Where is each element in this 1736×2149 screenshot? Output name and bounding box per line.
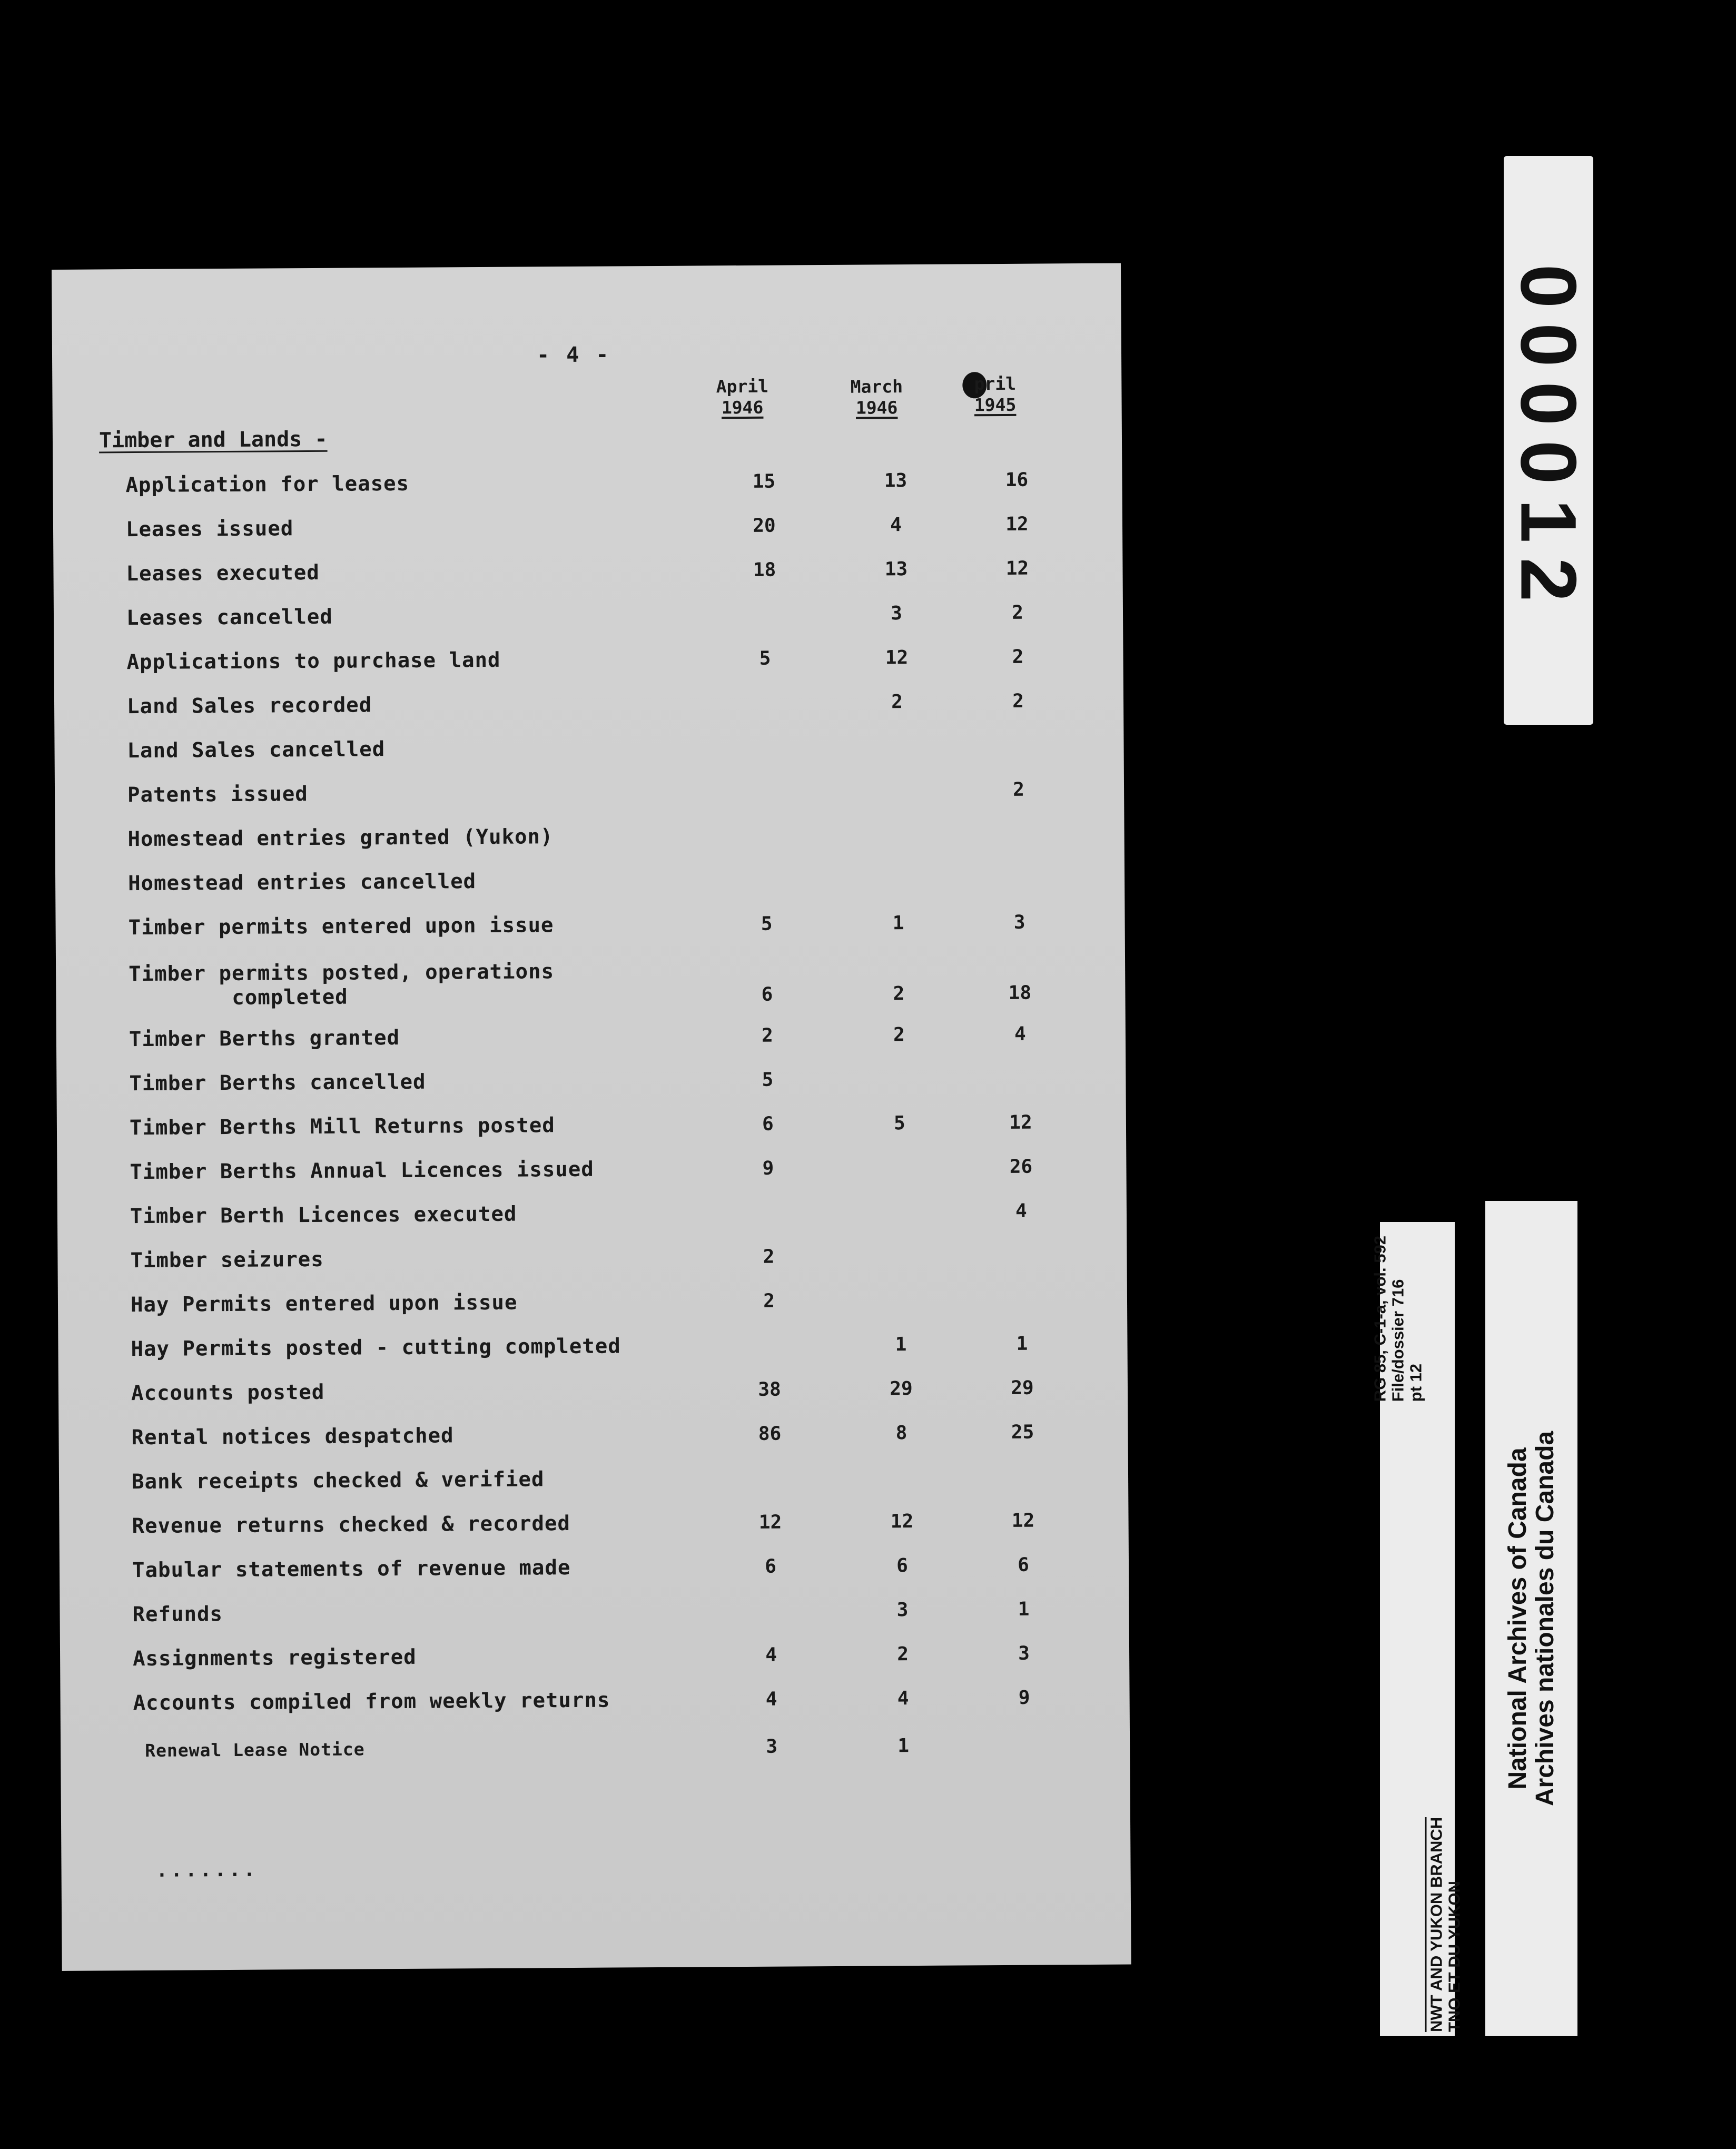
row-value: 26: [1009, 1156, 1033, 1178]
column-header-march-1946: [832, 376, 921, 419]
row-value: 9: [762, 1157, 774, 1179]
row-label: Hay Permits entered upon issue: [130, 1290, 518, 1317]
row-label: Patents issued: [127, 782, 308, 807]
table-row: [56, 910, 1125, 948]
row-value: 4: [890, 514, 902, 536]
table-row: [56, 1022, 1126, 1060]
table-row: [53, 556, 1122, 594]
table-row: [55, 822, 1124, 860]
archives-name-en: National Archives of Canada: [1503, 1447, 1532, 1790]
table-row: [60, 1685, 1129, 1723]
column-year: 1946: [855, 397, 898, 418]
row-value: 6: [762, 1113, 774, 1135]
table-row: [55, 866, 1125, 904]
row-value: 12: [1011, 1510, 1035, 1532]
row-value: [733, 602, 796, 603]
row-value: [737, 1200, 800, 1201]
row-value: 12: [1005, 557, 1029, 579]
row-label: Accounts posted: [131, 1380, 325, 1406]
row-label: Renewal Lease Notice: [145, 1739, 365, 1761]
column-header-april-1946: [697, 376, 787, 418]
row-label: Leases cancelled: [126, 605, 333, 630]
row-value: 2: [763, 1246, 775, 1268]
row-value: 8: [895, 1422, 908, 1444]
row-value: [870, 1465, 933, 1466]
table-row: [56, 957, 1125, 1011]
row-label: Bank receipts checked & verified: [131, 1467, 545, 1494]
row-value: 5: [893, 1112, 905, 1135]
row-label: Homestead entries cancelled: [127, 870, 477, 896]
row-label: Homestead entries granted (Yukon): [127, 825, 554, 852]
row-label: Land Sales cancelled: [127, 737, 386, 763]
section-title: Timber and Lands -: [98, 427, 328, 453]
row-value: [989, 1066, 1052, 1067]
table-row: [55, 777, 1124, 815]
row-value: 1: [895, 1334, 907, 1356]
branch-name: NWT AND YUKON BRANCH: [1425, 1817, 1446, 2032]
row-value: 5: [761, 913, 773, 935]
row-label: Assignments registered: [132, 1645, 417, 1671]
column-month: March: [850, 376, 903, 397]
row-value: [737, 1333, 801, 1334]
table-row: [61, 1733, 1130, 1771]
table-row: [53, 512, 1122, 550]
frame-number-strip: [1504, 156, 1593, 725]
column-header-april-1945: [950, 373, 1040, 416]
archival-reference-label: [1370, 1222, 1464, 2036]
frame-number: 000012: [1504, 264, 1593, 617]
column-year: 1946: [721, 397, 764, 418]
row-value: 20: [753, 515, 776, 537]
row-value: 2: [1012, 690, 1024, 712]
column-month: April: [716, 376, 769, 397]
reference-line: pt 12: [1406, 1363, 1425, 1402]
row-value: 2: [1013, 778, 1025, 801]
page-number: - 4 -: [536, 342, 611, 368]
row-value: 4: [1014, 1023, 1026, 1045]
row-value: [866, 778, 929, 779]
row-value: 4: [897, 1688, 909, 1710]
table-row: [57, 1199, 1127, 1237]
row-value: 3: [766, 1736, 778, 1758]
row-label: Timber Berths Mill Returns posted: [129, 1113, 555, 1140]
row-value: 2: [891, 691, 903, 713]
table-row: [60, 1641, 1129, 1679]
row-value: [987, 733, 1050, 734]
continuation-dots: .......: [156, 1859, 259, 1881]
row-value: 2: [1012, 646, 1024, 668]
table-row: [57, 1110, 1126, 1148]
row-label: Revenue returns checked & recorded: [132, 1512, 571, 1539]
column-month: pril: [974, 373, 1017, 395]
row-value: 18: [1008, 982, 1032, 1004]
row-value: 3: [1018, 1642, 1030, 1664]
row-value: 6: [765, 1555, 777, 1578]
row-label: Timber Berths Annual Licences issued: [130, 1157, 594, 1185]
row-value: 12: [1009, 1111, 1032, 1133]
row-value: 12: [758, 1511, 782, 1533]
row-value: 12: [885, 647, 909, 669]
table-row: [56, 1066, 1126, 1104]
row-value: 4: [1015, 1200, 1027, 1222]
row-value: [990, 1243, 1053, 1244]
row-value: [869, 1288, 932, 1289]
archives-label: [1485, 1201, 1577, 2036]
row-value: [990, 1287, 1053, 1288]
table-row: [60, 1597, 1129, 1635]
row-value: [865, 734, 929, 735]
row-value: 4: [765, 1644, 777, 1666]
row-label: Timber Berths granted: [129, 1026, 400, 1052]
row-label: Timber permits entered upon issue: [128, 913, 554, 940]
row-value: 6: [1018, 1554, 1030, 1576]
row-label: Hay Permits posted - cutting completed: [131, 1334, 621, 1362]
row-value: 1: [892, 912, 904, 934]
row-value: 13: [884, 470, 908, 492]
table-row: [54, 733, 1123, 771]
table-row: [58, 1420, 1128, 1458]
row-label: Land Sales recorded: [126, 693, 372, 719]
table-row: [58, 1376, 1128, 1414]
table-row: [58, 1287, 1127, 1325]
table-row: [59, 1509, 1128, 1546]
branch-name-fr: TNO ET DU YUKON: [1445, 1880, 1464, 2032]
row-value: [869, 1244, 932, 1245]
row-label: Leases executed: [126, 560, 320, 586]
row-value: [991, 1464, 1054, 1465]
row-value: 6: [896, 1555, 909, 1577]
row-label: Timber seizures: [130, 1247, 324, 1273]
table-row: [57, 1155, 1126, 1192]
row-value: 18: [753, 559, 776, 581]
row-value: 5: [762, 1069, 774, 1091]
row-value: 15: [752, 470, 776, 492]
table-row: [57, 1243, 1127, 1281]
row-value: 1: [897, 1735, 910, 1757]
table-row: [59, 1464, 1128, 1502]
row-label: Application for leases: [125, 471, 410, 498]
row-label: Refunds: [132, 1602, 223, 1627]
row-label: Tabular statements of revenue made: [132, 1556, 571, 1583]
table-row: [60, 1553, 1129, 1591]
row-value: 2: [897, 1643, 909, 1665]
row-value: [867, 1067, 931, 1068]
table-row: [53, 468, 1122, 506]
row-label: Timber Berth Licences executed: [130, 1202, 517, 1229]
row-value: 1: [1016, 1333, 1028, 1355]
row-value: 9: [1018, 1687, 1030, 1709]
row-value: 38: [758, 1378, 781, 1401]
reference-line: RG 85, C-1-a, vol. 592: [1370, 1235, 1389, 1402]
document-page: [52, 263, 1131, 1971]
row-value: 4: [765, 1688, 777, 1710]
row-value: 2: [893, 983, 905, 1005]
table-row: [54, 645, 1123, 683]
row-value: 5: [759, 647, 771, 669]
archives-name-fr: Archives nationales du Canada: [1531, 1431, 1559, 1806]
row-value: 2: [1012, 602, 1023, 624]
row-value: 2: [893, 1024, 905, 1046]
reference-line: File/dossier 716: [1388, 1279, 1407, 1402]
row-label: Timber permits posted, operations completed: [129, 960, 555, 1011]
row-value: 3: [891, 603, 902, 625]
row-value: [734, 779, 797, 780]
table-row: [58, 1332, 1127, 1369]
row-value: 16: [1005, 469, 1029, 491]
row-value: 29: [890, 1378, 913, 1400]
row-value: 1: [1018, 1598, 1030, 1620]
row-label: Accounts compiled from weekly returns: [133, 1688, 610, 1716]
row-value: 86: [758, 1423, 782, 1445]
row-value: 6: [761, 983, 773, 1006]
row-value: 25: [1011, 1421, 1034, 1443]
row-value: 2: [763, 1290, 775, 1312]
table-row: [54, 600, 1123, 638]
row-value: 29: [1011, 1377, 1034, 1399]
row-value: [734, 823, 797, 824]
row-value: 3: [896, 1599, 909, 1621]
row-label: Leases issued: [125, 517, 294, 542]
table-row: [54, 689, 1123, 727]
row-value: 3: [1013, 911, 1025, 933]
row-value: 13: [884, 558, 908, 580]
row-value: [866, 867, 930, 868]
row-label: Applications to purchase land: [126, 648, 501, 675]
row-value: 12: [890, 1511, 914, 1533]
row-value: 2: [761, 1024, 773, 1047]
column-year: 1945: [974, 394, 1017, 416]
row-label: Rental notices despatched: [131, 1424, 454, 1450]
row-value: 12: [1005, 513, 1029, 535]
row-label: Timber Berths cancelled: [129, 1070, 426, 1096]
